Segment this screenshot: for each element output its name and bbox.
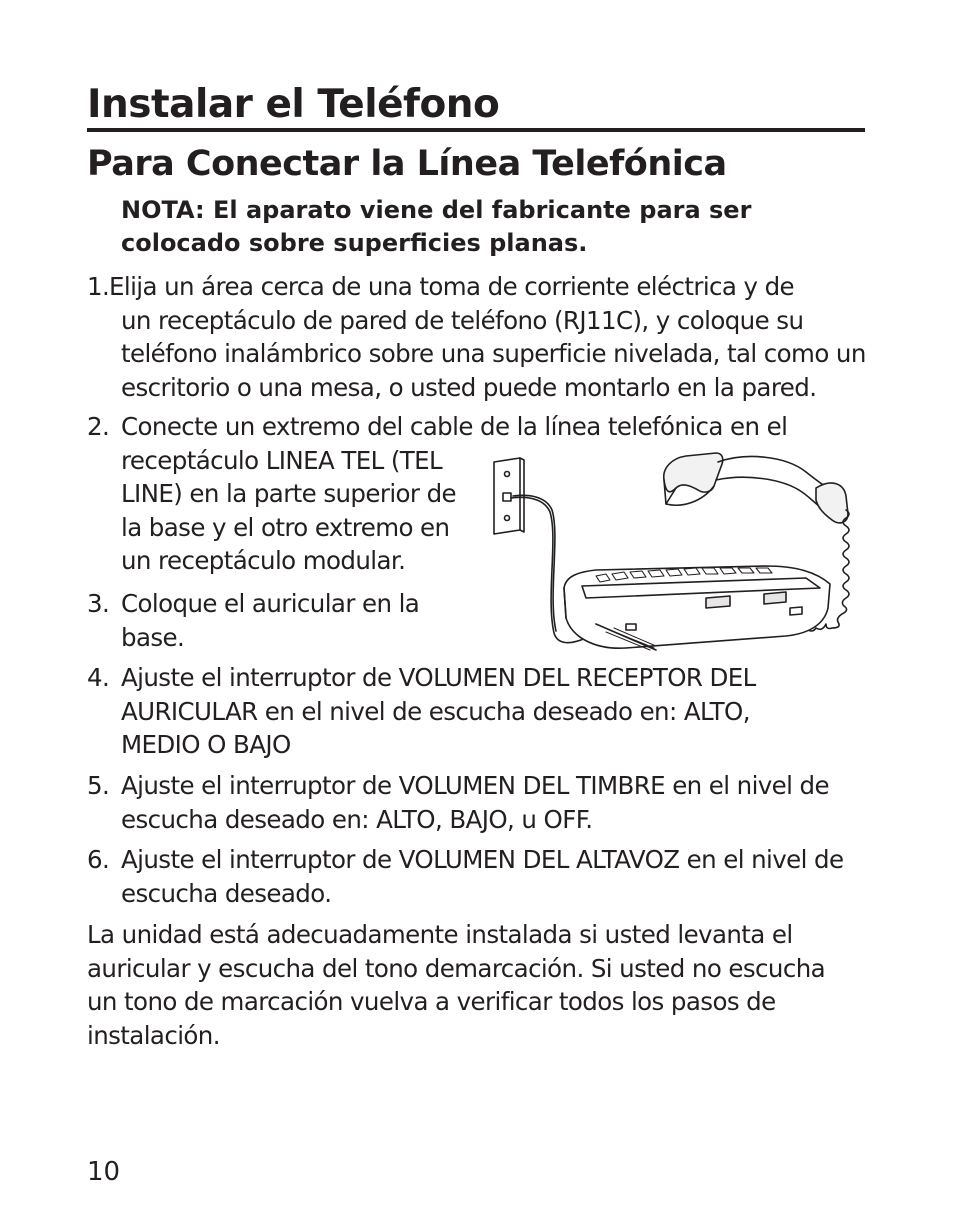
closing-paragraph: La unidad está adecuadamente instalada si usted levanta el auricular y escucha del tono demarcación. Si usted no escucha un tono de marcación vuelva a verificar todos los pasos de instalación. — [87, 920, 826, 1050]
page-number: 10 — [87, 1157, 121, 1187]
step-number: 4. — [87, 663, 110, 692]
phone-base-icon — [564, 566, 830, 650]
step-text — [121, 410, 788, 578]
step-text: un receptáculo de pared de teléfono (RJ11C), y coloque su teléfono inalámbrico sobre una superficie nivelada, tal como un escritorio o una mesa, o usted puede montarlo en la pared. — [121, 305, 866, 402]
step-text: Coloque el auricular en la base. — [121, 589, 420, 652]
step-number: 2. — [87, 412, 110, 441]
step-text: Ajuste el interruptor de VOLUMEN DEL RECEPTOR DEL AURICULAR en el nivel de escucha deseado en: ALTO, MEDIO O BAJO — [121, 663, 756, 759]
step-text-first-line: Elija un área cerca de una toma de corriente eléctrica y de — [109, 272, 795, 301]
page-title: Instalar el Teléfono — [87, 82, 865, 132]
step-text-first-line: Conecte un extremo del cable de la línea telefónica en el — [121, 412, 788, 441]
section-heading: Para Conectar la Línea Telefónica — [87, 144, 727, 184]
step-text: Ajuste el interruptor de VOLUMEN DEL TIMBRE en el nivel de escucha deseado en: ALTO, BAJO, u OFF. — [121, 771, 829, 834]
step-number: 5. — [87, 771, 110, 800]
step-number: 1. — [87, 272, 110, 301]
note-text: NOTA: El aparato viene del fabricante para ser colocado sobre superficies planas. — [121, 196, 752, 257]
step-text-rest: receptáculo LINEA TEL (TEL LINE) en la parte superior de la base y el otro extremo en un receptáculo modular. — [121, 445, 457, 575]
handset-icon — [664, 453, 848, 523]
phone-installation-illustration — [486, 448, 862, 676]
step-text: Ajuste el interruptor de VOLUMEN DEL ALTAVOZ en el nivel de escucha deseado. — [121, 845, 844, 908]
step-number: 6. — [87, 845, 110, 874]
step-number: 3. — [87, 589, 110, 618]
